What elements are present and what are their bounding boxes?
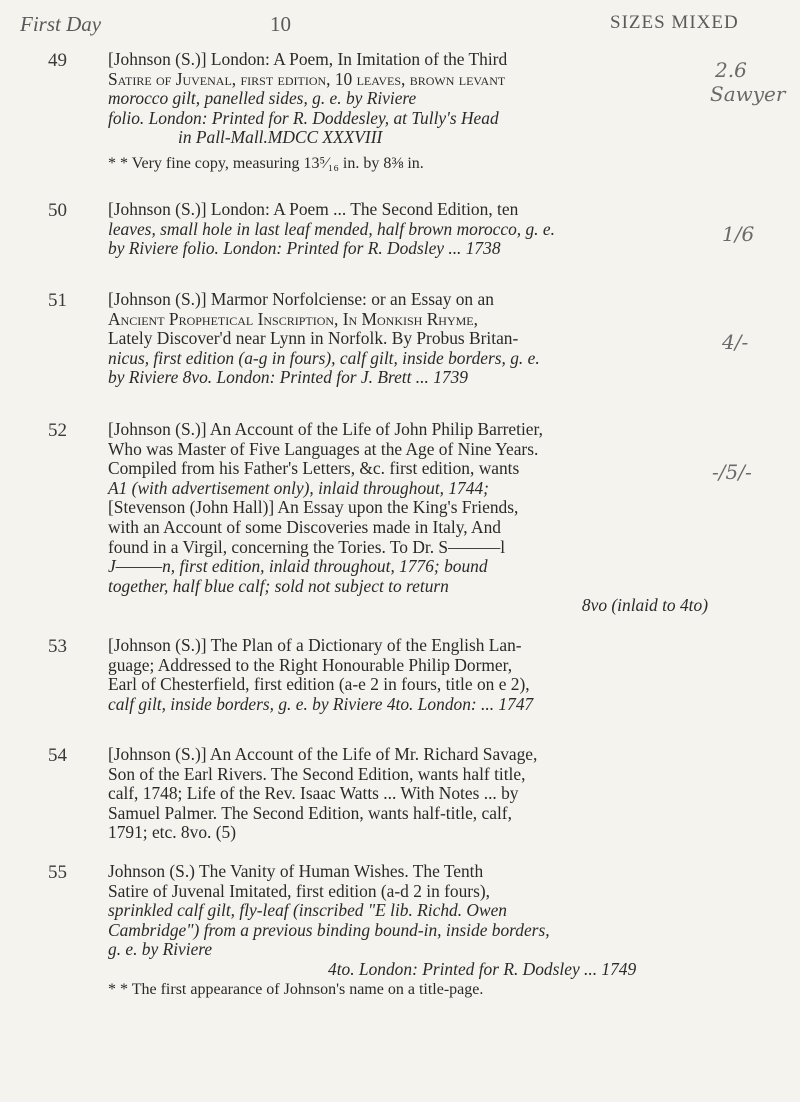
lot-line: in Pall-Mall.MDCC XXXVIII xyxy=(178,127,383,148)
lot-line: together, half blue calf; sold not subject to return xyxy=(108,575,449,596)
lot-line: [Stevenson (John Hall)] An Essay upon the King's Friends, xyxy=(108,497,519,518)
lot-description xyxy=(108,200,708,259)
lot-line: 4to. London: Printed for R. Dodsley ... 1749 xyxy=(328,958,637,979)
lot-line: Samuel Palmer. The Second Edition, wants half-title, calf, xyxy=(108,802,512,823)
lot-line: Compiled from his Father's Letters, &c. first edition, wants xyxy=(108,458,520,479)
lot-line: Satire of Juvenal Imitated, first edition (a-d 2 in fours), xyxy=(108,880,491,901)
lot-description xyxy=(108,862,708,999)
handwritten-price: -/5/- xyxy=(712,460,752,484)
lot-line: 1791; etc. 8vo. (5) xyxy=(108,822,236,843)
lot-line: with an Account of some Discoveries made in Italy, And xyxy=(108,516,501,537)
lot-line: [Johnson (S.)] London: A Poem ... The Second Edition, ten xyxy=(108,199,519,219)
lot-line: sprinkled calf gilt, fly-leaf (inscribed "E lib. Richd. Owen xyxy=(108,900,507,921)
page-header xyxy=(20,12,780,38)
lot-line: [Johnson (S.)] The Plan of a Dictionary of the English Lan- xyxy=(108,635,522,655)
lot-number: 53 xyxy=(48,636,67,657)
lot-line: calf, 1748; Life of the Rev. Isaac Watts ... With Notes ... by xyxy=(108,783,519,804)
lot-line: calf gilt, inside borders, g. e. by Riviere 4to. London: ... 1747 xyxy=(108,693,534,714)
handwritten-price: 2.6 xyxy=(715,58,747,82)
lot-number: 51 xyxy=(48,290,67,311)
lot-line: [Johnson (S.)] An Account of the Life of John Philip Barretier, xyxy=(108,419,543,439)
lot-note: * * The first appearance of Johnson's name on a title-page. xyxy=(108,980,484,998)
lot-description xyxy=(108,50,708,174)
lot-line: [Johnson (S.)] London: A Poem, In Imitation of the Third xyxy=(108,49,508,69)
lot-line: found in a Virgil, concerning the Tories. To Dr. S———l xyxy=(108,536,506,557)
lot-line: guage; Addressed to the Right Honourable Philip Dormer, xyxy=(108,654,513,675)
lot-line: g. e. by Riviere xyxy=(108,939,213,960)
lot-line: Satire of Juvenal, first edition, 10 leaves, brown levant xyxy=(108,68,506,89)
lot-line: Johnson (S.) The Vanity of Human Wishes. The Tenth xyxy=(108,861,484,881)
lot-line: A1 (with advertisement only), inlaid throughout, 1744; xyxy=(108,477,489,498)
lot-number: 52 xyxy=(48,420,67,441)
lot-line: Cambridge") from a previous binding bound-in, inside borders, xyxy=(108,919,550,940)
lot-number: 50 xyxy=(48,200,67,221)
lot-description xyxy=(108,636,708,714)
page-number: 10 xyxy=(270,12,291,36)
lot-line: by Riviere 8vo. London: Printed for J. Brett ... 1739 xyxy=(108,367,468,388)
lot-line: [Johnson (S.)] Marmor Norfolciense: or an Essay on an xyxy=(108,289,494,309)
lot-line: morocco gilt, panelled sides, g. e. by Riviere xyxy=(108,88,417,109)
lot-line: Son of the Earl Rivers. The Second Edition, wants half title, xyxy=(108,763,526,784)
lot-number: 54 xyxy=(48,745,67,766)
handwritten-price: 4/- xyxy=(722,330,749,354)
lot-number: 55 xyxy=(48,862,67,883)
lot-number: 49 xyxy=(48,50,67,71)
handwritten-buyer: Sawyer xyxy=(710,82,786,106)
lot-description xyxy=(108,420,708,616)
lot-line: Ancient Prophetical Inscription, In Monkish Rhyme, xyxy=(108,308,478,329)
running-title: First Day xyxy=(20,12,102,36)
lot-line: leaves, small hole in last leaf mended, half brown morocco, g. e. xyxy=(108,218,555,239)
lot-description xyxy=(108,290,708,388)
lot-note: * * Very fine copy, measuring 13⁵⁄₁₆ in. by 8⅜ in. xyxy=(108,154,424,172)
lot-line: J———n, first edition, inlaid throughout, 1776; bound xyxy=(108,556,488,577)
lot-line: nicus, first edition (a-g in fours), calf gilt, inside borders, g. e. xyxy=(108,347,540,368)
lot-line: folio. London: Printed for R. Doddesley, at Tully's Head xyxy=(108,107,499,128)
handwritten-price: 1/6 xyxy=(722,222,755,246)
lot-line: 8vo (inlaid to 4to) xyxy=(581,595,708,616)
lot-line: Who was Master of Five Languages at the Age of Nine Years. xyxy=(108,438,539,459)
lot-line: Earl of Chesterfield, first edition (a-e 2 in fours, title on e 2), xyxy=(108,674,530,695)
lot-line: [Johnson (S.)] An Account of the Life of Mr. Richard Savage, xyxy=(108,744,538,764)
lot-line: Lately Discover'd near Lynn in Norfolk. By Probus Britan- xyxy=(108,328,519,349)
lot-line: by Riviere folio. London: Printed for R. Dodsley ... 1738 xyxy=(108,238,501,259)
section-label: SIZES MIXED xyxy=(610,12,739,33)
lot-description xyxy=(108,745,708,843)
